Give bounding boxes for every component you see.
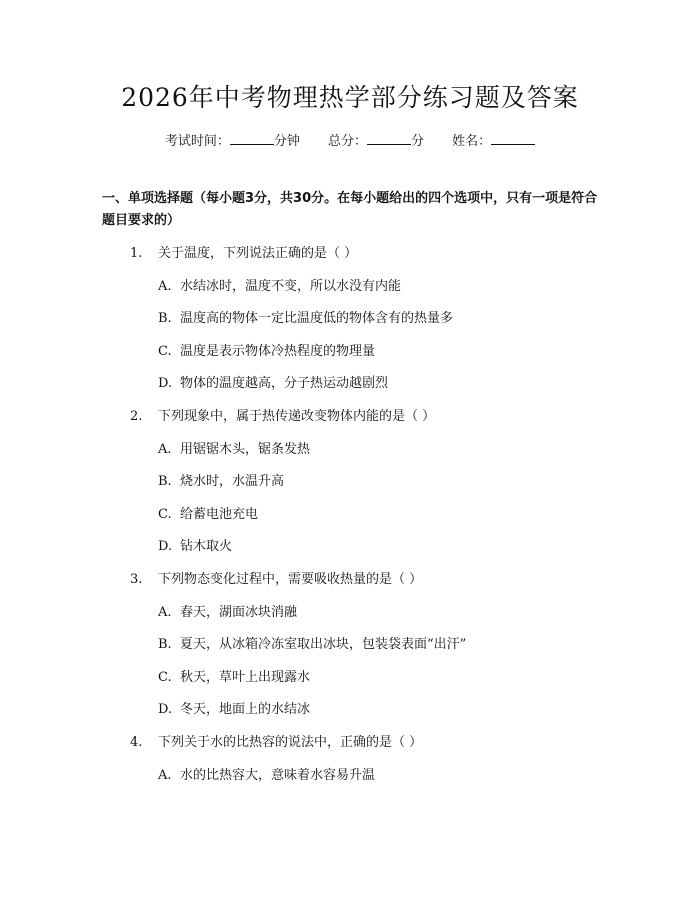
option-4-a xyxy=(0,760,700,793)
option-text: 物体的温度越高，分子热运动越剧烈 xyxy=(180,376,389,392)
exam-time-blank xyxy=(230,132,274,145)
page-title: 2026年中考物理热学部分练习题及答案 xyxy=(121,83,579,112)
question-2 xyxy=(0,401,700,434)
total-score-unit: 分 xyxy=(411,134,425,149)
option-text: 钻木取火 xyxy=(180,539,233,555)
exam-info-line xyxy=(0,132,700,151)
option-text: 水结冰时，温度不变，所以水没有内能 xyxy=(180,278,402,294)
option-text: 春天，湖面冰块消融 xyxy=(180,604,298,620)
option-letter: B. xyxy=(158,311,172,327)
option-2-c xyxy=(0,499,700,532)
option-letter: C. xyxy=(158,669,172,685)
option-letter: A. xyxy=(158,767,172,783)
option-text: 冬天，地面上的水结冰 xyxy=(180,702,311,718)
option-2-b xyxy=(0,466,700,499)
question-text: 关于温度，下列说法正确的是（ ） xyxy=(158,246,358,261)
exam-time-unit: 分钟 xyxy=(273,134,300,149)
option-letter: D. xyxy=(158,702,173,718)
question-4 xyxy=(0,727,700,760)
option-text: 给蓄电池充电 xyxy=(180,506,259,522)
question-text: 下列物态变化过程中，需要吸收热量的是（ ） xyxy=(158,571,423,587)
question-number: 4. xyxy=(130,734,143,750)
option-letter: B. xyxy=(158,637,172,653)
student-name-field xyxy=(452,132,535,151)
option-text: 用锯锯木头，锯条发热 xyxy=(180,441,311,457)
exam-time-label: 考试时间： xyxy=(164,134,230,149)
option-letter: B. xyxy=(158,474,172,490)
total-score-field xyxy=(328,132,424,151)
option-text: 秋天，草叶上出现露水 xyxy=(180,669,311,685)
question-list xyxy=(0,238,700,792)
option-3-c xyxy=(0,662,700,695)
option-text: 温度是表示物体冷热程度的物理量 xyxy=(180,343,376,359)
option-1-a xyxy=(0,271,700,304)
option-letter: A. xyxy=(158,604,172,620)
option-3-b xyxy=(0,629,700,662)
option-text: 水的比热容大，意味着水容易升温 xyxy=(180,767,376,783)
question-number: 1. xyxy=(130,246,143,261)
option-letter: D. xyxy=(158,539,173,555)
option-3-d xyxy=(0,694,700,727)
option-letter: C. xyxy=(158,343,172,359)
question-number: 3. xyxy=(130,571,143,587)
question-number: 2. xyxy=(130,408,143,424)
total-score-blank xyxy=(367,132,411,145)
option-letter: D. xyxy=(158,376,173,392)
option-text: 温度高的物体一定比温度低的物体含有的热量多 xyxy=(180,311,454,327)
option-letter: A. xyxy=(158,278,172,294)
question-text: 下列现象中，属于热传递改变物体内能的是（ ） xyxy=(158,408,436,424)
option-1-b xyxy=(0,303,700,336)
option-text: 夏天，从冰箱冷冻室取出冰块，包装袋表面“出汗” xyxy=(180,637,467,653)
student-name-label: 姓名： xyxy=(452,134,492,149)
option-letter: C. xyxy=(158,506,172,522)
question-3 xyxy=(0,564,700,597)
option-1-c xyxy=(0,336,700,369)
option-3-a xyxy=(0,597,700,630)
question-1 xyxy=(0,238,700,271)
option-2-a xyxy=(0,434,700,467)
option-letter: A. xyxy=(158,441,172,457)
option-text: 烧水时，水温升高 xyxy=(180,474,285,490)
option-2-d xyxy=(0,531,700,564)
section-heading: 一、单项选择题（每小题3分，共30分。在每小题给出的四个选项中，只有一项是符合题目要求的） xyxy=(102,191,598,228)
option-1-d xyxy=(0,368,700,401)
student-name-blank xyxy=(491,132,535,145)
total-score-label: 总分： xyxy=(327,134,367,149)
exam-time-field xyxy=(165,132,300,151)
question-text: 下列关于水的比热容的说法中，正确的是（ ） xyxy=(158,734,423,750)
